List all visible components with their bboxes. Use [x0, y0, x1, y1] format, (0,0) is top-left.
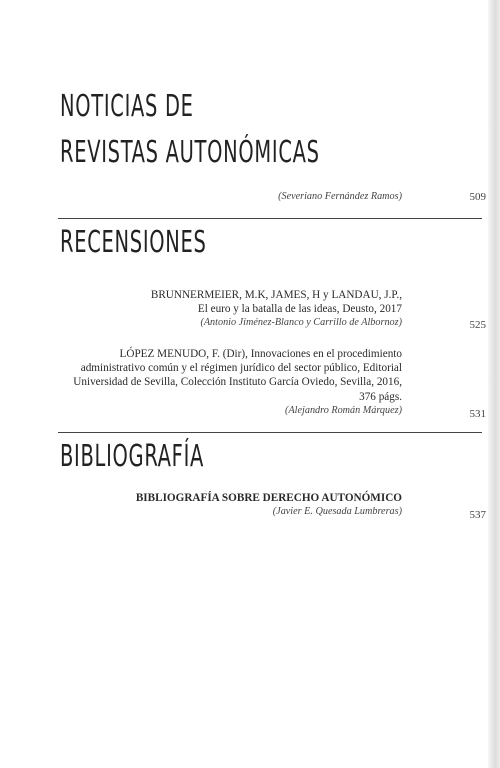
section-heading-noticias-line1: NOTICIAS DE	[60, 89, 194, 124]
entry-line: 376 págs.	[359, 390, 402, 403]
page-number: 537	[469, 509, 486, 521]
entry-line: LÓPEZ MENUDO, F. (Dir), Innovaciones en el procedimiento	[119, 348, 402, 360]
section-heading-bibliografia: BIBLIOGRAFÍA	[60, 439, 205, 474]
entry-author: (Antonio Jiménez-Blanco y Carrillo de Albornoz)	[200, 317, 402, 329]
entry-line: BRUNNERMEIER, M.K, JAMES, H y LANDAU, J.P.,	[150, 289, 402, 301]
page-number: 509	[469, 191, 486, 203]
section-divider	[58, 432, 482, 433]
section-divider	[58, 218, 482, 219]
entry-author: (Severiano Fernández Ramos)	[278, 191, 402, 202]
entry-author: (Javier E. Quesada Lumbreras)	[272, 506, 402, 518]
toc-entry[interactable]	[136, 491, 402, 519]
entry-line: El euro y la batalla de las ideas, Deusto, 2017	[197, 303, 402, 316]
page-number: 525	[469, 319, 486, 331]
toc-entry[interactable]	[151, 288, 402, 331]
section-heading-recensiones: RECENSIONES	[60, 225, 207, 260]
toc-entry[interactable]	[278, 190, 402, 204]
entry-title: BIBLIOGRAFÍA SOBRE DERECHO AUTONÓMICO	[135, 492, 402, 504]
entry-line: Universidad de Sevilla, Colección Instituto García Oviedo, Sevilla, 2016,	[73, 376, 402, 389]
entry-author: (Alejandro Román Márquez)	[285, 404, 402, 416]
section-heading-noticias-line2: REVISTAS AUTONÓMICAS	[60, 135, 320, 170]
entry-line: administrativo común y el régimen jurídico del sector público, Editorial	[80, 362, 402, 375]
page-edge	[488, 0, 500, 768]
toc-entry[interactable]	[73, 347, 402, 418]
page-number: 531	[469, 408, 486, 420]
